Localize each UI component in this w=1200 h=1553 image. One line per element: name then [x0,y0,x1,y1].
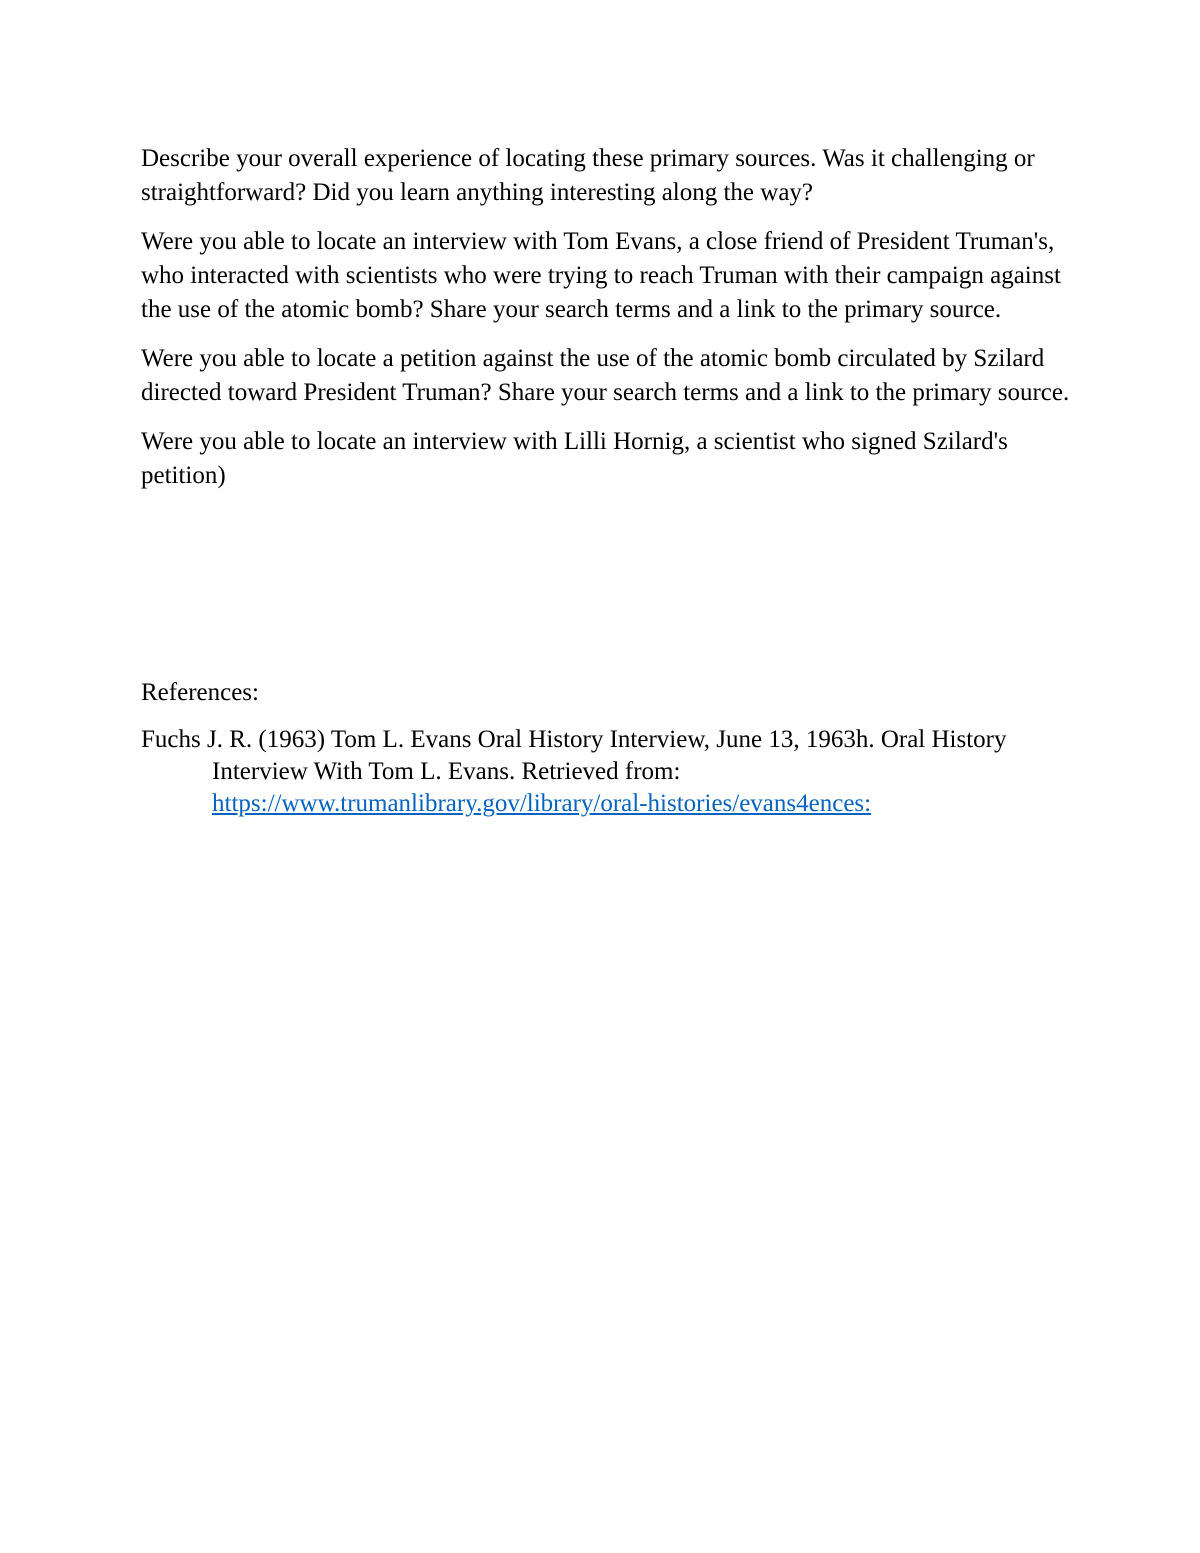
question-paragraph-4: Were you able to locate an interview with Lilli Hornig, a scientist who signed Szilard's petition) [141,428,1008,489]
reference-link[interactable]: https://www.trumanlibrary.gov/library/oral-histories/evans4ences: [212,790,872,817]
references-heading: References: [141,679,259,706]
question-paragraph-1: Describe your overall experience of locating these primary sources. Was it challenging or straightforward? Did you learn anything interesting along the way? [141,145,1035,206]
reference-citation-text: Fuchs J. R. (1963) Tom L. Evans Oral History Interview, June 13, 1963h. Oral History Interview With Tom L. Evans. Retrieved from: [141,726,1007,785]
question-paragraph-2: Were you able to locate an interview with Tom Evans, a close friend of President Truman's, who interacted with scientists who were trying to reach Truman with their campaign against the use of the atomic bomb? Share your search terms and a link to the primary source. [141,228,1061,323]
document-body [141,142,1071,508]
reference-entry [141,724,1071,820]
references-section [141,677,1071,820]
question-paragraph-3: Were you able to locate a petition against the use of the atomic bomb circulated by Szilard directed toward President Truman? Share your search terms and a link to the primary source. [141,345,1070,406]
